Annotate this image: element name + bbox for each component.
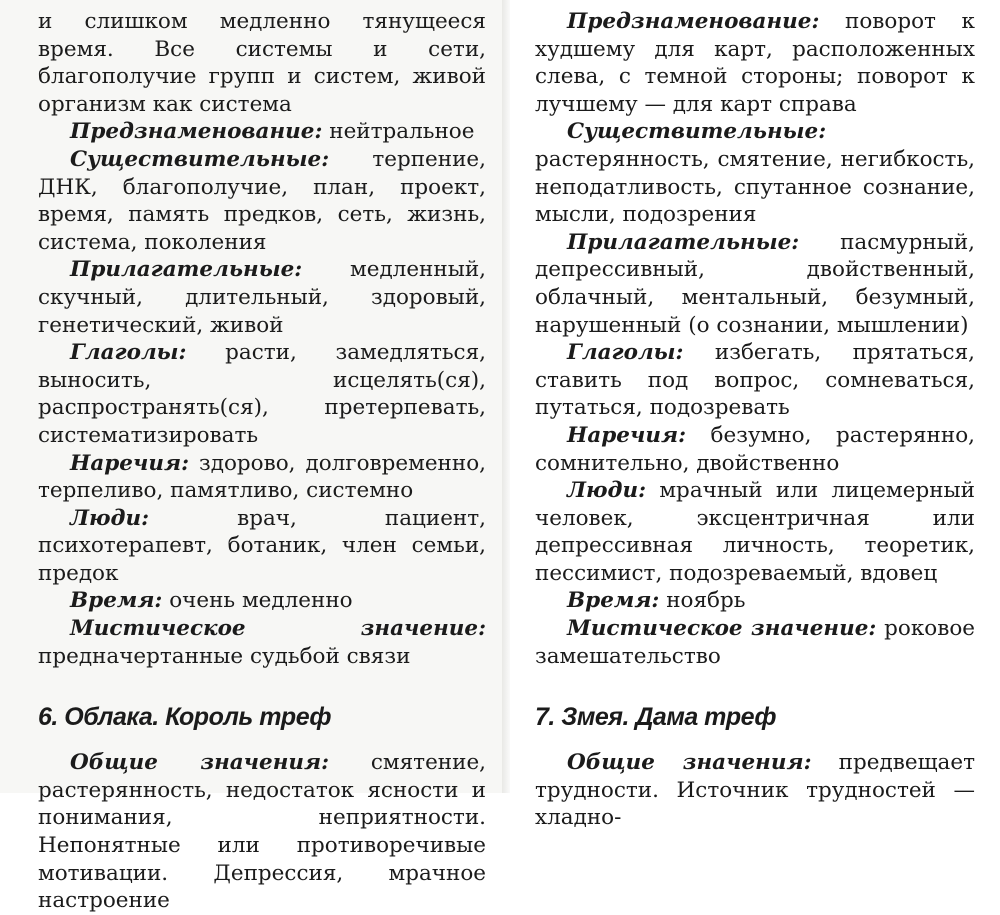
entry-people [38,505,486,588]
entry-label: Мистическое значение: [70,616,486,642]
entry-text: расти, замедляться, выносить, исцелять(ся), распространять(ся), претерпевать, систематизировать [38,340,486,448]
entry-label: Общие значения: [70,750,330,776]
intro-paragraph: и слишком медленно тянущееся время. Все системы и сети, благополучие групп и систем, живой организм как система [38,9,486,117]
entry-general [535,749,975,832]
entry-verbs [38,339,486,449]
entry-text: пасмурный, депрессивный, двойственный, облачный, ментальный, безумный, нарушенный (о сознании, мышлении) [535,229,975,338]
book-gutter [502,0,510,793]
entry-text: растерянность, смятение, негибкость, неподатливость, спутанное сознание, мысли, подозрения [535,146,975,228]
entry-label: Предзнаменование: [567,9,820,34]
entry-label: Существительные: [70,146,330,172]
entry-text: врач, пациент, психотерапевт, ботаник, член семьи, предок [38,505,486,586]
entry-label: Мистическое значение: [567,616,877,642]
entry-adverbs [535,422,975,477]
entry-text: ноябрь [659,588,746,614]
spacer [38,732,486,749]
entry-text: избегать, прятаться, ставить под вопрос, сомневаться, путаться, подозревать [535,340,975,421]
entry-adjectives [38,256,486,339]
left-column [38,8,486,915]
right-page [510,0,1000,831]
entry-label: Время: [567,588,660,614]
entry-text: нейтральное [322,119,475,145]
entry-general [38,749,486,915]
entry-text: медленный, скучный, длительный, здоровый, генетический, живой [38,257,486,338]
entry-text: очень медленно [162,588,353,614]
entry-text: роковое замешательство [535,616,975,669]
entry-time [535,587,975,615]
right-column [535,8,975,832]
entry-label: Глаголы: [70,340,187,366]
section-heading: 7. Змея. Дама треф [535,703,776,732]
entry-label: Люди: [70,505,150,531]
entry-label: Прилагательные: [567,229,800,255]
entry-nouns [38,146,486,256]
entry-text: смятение, растерянность, недостаток ясности и понимания, неприятности. Непонятные или противоречивые мотивации. Депрессия, мрачное настроение [38,750,487,914]
entry-label: Прилагательные: [70,257,303,283]
entry-label: Наречия: [567,422,687,448]
entry-text: здорово, долговременно, терпеливо, памятливо, системно [38,450,486,504]
entry-text: поворот к худшему для карт, расположенных слева, с темной стороны; поворот к лучшему — для карт справа [535,9,975,117]
section-heading: 6. Облака. Король треф [38,703,332,732]
entry-people [535,477,975,587]
spacer [535,670,975,702]
entry-text: терпение, ДНК, благополучие, план, проект, время, память предков, сеть, жизнь, система, поколения [38,146,486,255]
spacer [535,732,975,749]
entry-label: Глаголы: [567,340,684,366]
entry-text: мрачный или лицемерный человек, эксцентричная или депрессивная личность, теоретик, пессимист, подозреваемый, вдовец [535,478,975,586]
entry-verbs [535,339,975,422]
entry-label: Предзнаменование: [70,119,323,145]
entry-adverbs [38,450,486,505]
entry-time [38,587,486,615]
entry-adjectives [535,229,975,339]
entry-label: Общие значения: [567,750,812,776]
entry-label: Наречия: [70,450,190,476]
entry-omen [535,8,975,118]
entry-nouns [535,118,975,228]
entry-omen [38,118,486,146]
entry-label: Люди: [567,478,647,504]
entry-mystic [38,615,486,670]
entry-text: предвещает трудности. Источник трудностей — хладно- [535,750,975,831]
entry-mystic [535,615,975,670]
entry-label: Существительные: [567,119,827,145]
entry-text: предначертанные судьбой связи [38,643,411,669]
entry-text: безумно, растерянно, сомнительно, двойственно [535,422,975,476]
entry-label: Время: [70,588,163,614]
spacer [38,670,486,702]
